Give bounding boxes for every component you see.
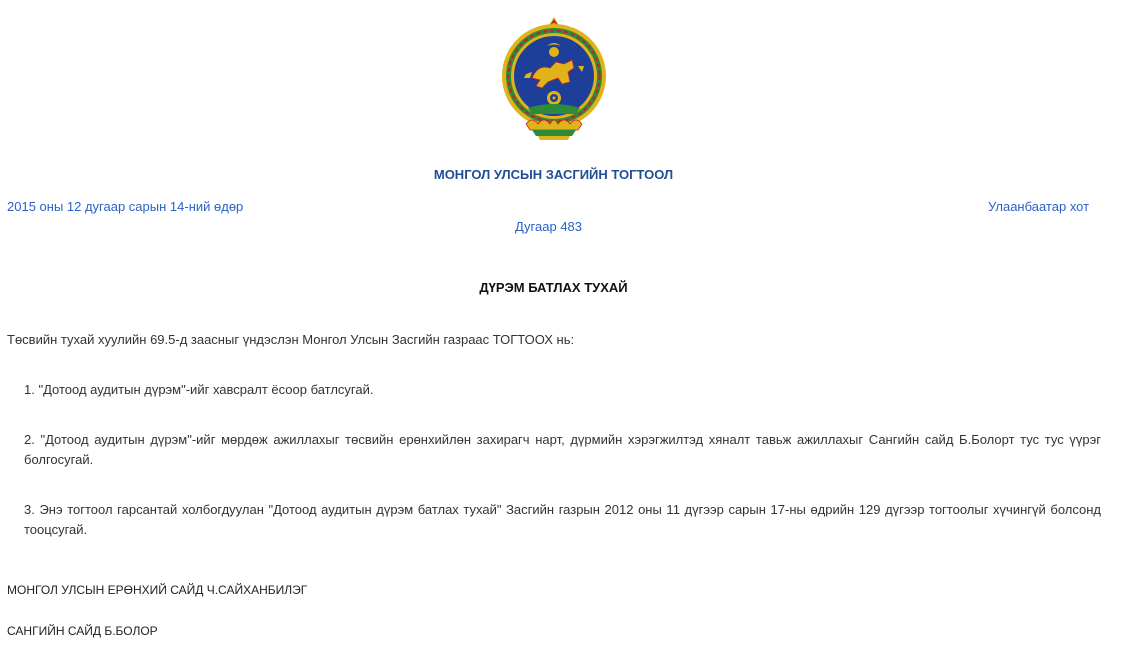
resolution-number: Дугаар 483 xyxy=(514,219,583,234)
document-title: ДҮРЭМ БАТЛАХ ТУХАЙ xyxy=(479,280,628,295)
signature-prime-minister: МОНГОЛ УЛСЫН ЕРӨНХИЙ САЙД Ч.САЙХАНБИЛЭГ xyxy=(7,583,308,597)
mongolia-state-emblem-icon xyxy=(498,16,610,144)
resolution-item: 1. "Дотоод аудитын дүрэм"-ийг хавсралт ёсоор батлсугай. xyxy=(24,382,374,397)
resolution-item: 3. Энэ тогтоол гарсантай холбогдуулан "Дотоод аудитын дүрэм батлах тухай" Засгийн газрын 2012 оны 11 дүгээр сарын 17-ны өдрийн 129 дүгээр тогтоолыг хүчингүй болсонд тооцсугай. xyxy=(24,502,1101,537)
resolution-item: 2. "Дотоод аудитын дүрэм"-ийг мөрдөж ажиллахыг төсвийн ерөнхийлөн захирагч нарт, дүрмийн хэрэгжилтэд хяналт тавьж ажиллахыг Сангийн сайд Б.Болорт тус тус үүрэг болгосугай. xyxy=(24,432,1101,467)
resolution-place: Улаанбаатар хот xyxy=(988,199,1090,214)
signature-finance-minister: САНГИЙН САЙД Б.БОЛОР xyxy=(7,624,158,638)
government-resolution-title: МОНГОЛ УЛСЫН ЗАСГИЙН ТОГТООЛ xyxy=(433,167,674,182)
preamble-text: Төсвийн тухай хуулийн 69.5-д заасныг үндэслэн Монгол Улсын Засгийн газраас ТОГТООХ нь: xyxy=(7,332,575,347)
resolution-date: 2015 оны 12 дугаар сарын 14-ний өдөр xyxy=(7,199,244,214)
